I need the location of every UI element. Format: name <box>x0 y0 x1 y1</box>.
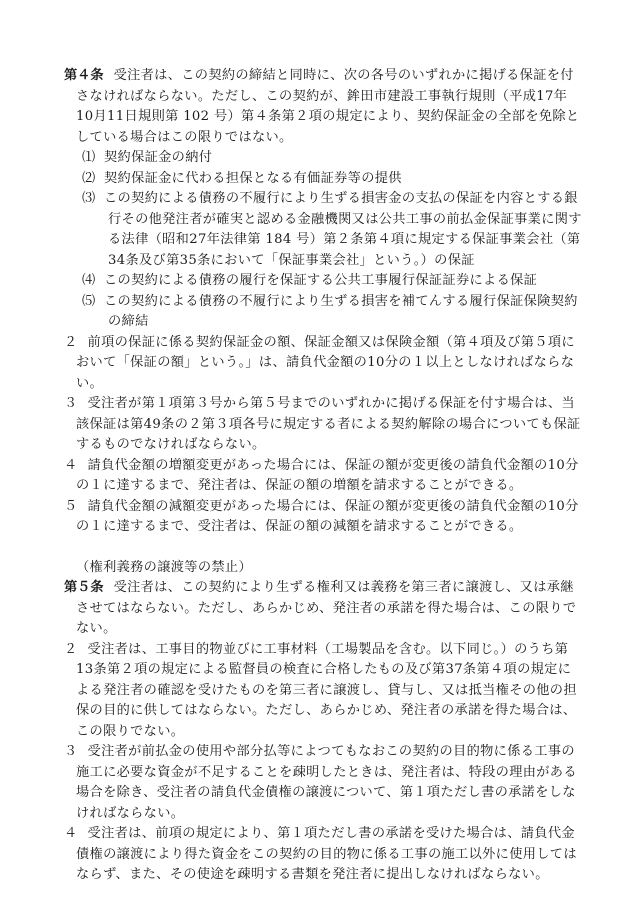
article-4-item-5 <box>64 292 584 333</box>
paragraph-number: ４ <box>64 826 78 841</box>
paragraph-text: 受注者は、前項の規定により、第１項ただし書の承諾を受けた場合は、請負代金債権の譲渡により得た資金をこの契約の目的物に係る工事の施工以外に使用してはならず、また、その使途を疎明する書類を発注者に提出しなければならない。 <box>76 826 577 882</box>
paragraph-text: 受注者が第１項第３号から第５号までのいずれかに掲げる保証を付す場合は、当該保証は第49条の２第３項各号に規定する者による契約解除の場合についても保証するものでなければならない。 <box>76 396 581 452</box>
paragraph-number: ３ <box>64 744 78 759</box>
article-4-item-1 <box>64 148 584 169</box>
article-5-paragraph-3 <box>64 742 584 824</box>
paragraph-text: 前項の保証に係る契約保証金の額、保証金額又は保険金額（第４項及び第５項において「保証の額」という。」は、請負代金額の10分の１以上としなければならない。 <box>76 334 575 391</box>
paragraph-number: ２ <box>64 334 78 350</box>
item-text: この契約による債務の不履行により生ずる損害金の支払の保証を内容とする銀行その他発注者が確実と認める金融機関又は公共工事の前払金保証事業に関する法律（昭和27年法律第 184 号）第２条第４項に規定する保証事業会社（第34条及び第35条において「保証事業会社」という。）の保証 <box>104 191 582 268</box>
article-4 <box>64 66 584 538</box>
article-4-paragraph-3 <box>64 394 584 456</box>
article-5-paragraph-4 <box>64 824 584 886</box>
paragraph-text: 受注者は、工事目的物並びに工事材料（工場製品を含む。以下同じ。）のうち第13条第２項の規定による監督員の検査に合格したもの及び第37条第４項の規定による発注者の確認を受けたものを第三者に譲渡し、貸与し、又は抵当権その他の担保の目的に供してはならない。ただし、あらかじめ、発注者の承諾を得た場合は、この限りでない。 <box>76 641 577 739</box>
item-text: 契約保証金に代わる担保となる有価証券等の提供 <box>104 170 402 186</box>
article-4-main <box>64 66 584 148</box>
paragraph-number: ２ <box>64 641 78 657</box>
article-5-caption: （権利義務の譲渡等の禁止） <box>76 559 252 575</box>
article-5-main <box>64 578 584 640</box>
article-4-item-3 <box>64 189 584 271</box>
item-text: この契約による債務の履行を保証する公共工事履行保証証券による保証 <box>104 273 538 288</box>
item-number: ⑵ <box>82 170 96 186</box>
article-4-number: 第４条 <box>64 68 104 83</box>
item-number: ⑸ <box>82 293 96 309</box>
section-gap <box>64 538 584 558</box>
item-number: ⑷ <box>82 273 96 288</box>
paragraph-number: ３ <box>64 396 78 411</box>
item-number: ⑴ <box>82 150 96 165</box>
paragraph-text: 請負代金額の増額変更があった場合には、保証の額が変更後の請負代金額の10分の１に達するまで、発注者は、保証の額の増額を請求することができる。 <box>76 457 579 493</box>
document-page <box>64 66 584 886</box>
paragraph-number: ５ <box>64 498 78 514</box>
article-5-paragraph-2 <box>64 640 584 743</box>
article-4-item-4 <box>64 271 584 292</box>
article-5-body: 受注者は、この契約により生ずる権利又は義務を第三者に譲渡し、又は承継させてはならない。ただし、あらかじめ、発注者の承諾を得た場合は、この限りでない。 <box>76 580 577 636</box>
article-4-paragraph-4 <box>64 456 584 497</box>
paragraph-number: ４ <box>64 457 78 473</box>
item-text: 契約保証金の納付 <box>104 150 213 165</box>
item-text: この契約による債務の不履行により生ずる損害を補てんする履行保証保険契約の締結 <box>104 293 578 329</box>
article-4-paragraph-2 <box>64 333 584 395</box>
article-5 <box>64 558 584 886</box>
article-4-paragraph-5 <box>64 497 584 538</box>
article-4-item-2 <box>64 169 584 190</box>
article-5-number: 第５条 <box>64 580 104 595</box>
item-number: ⑶ <box>82 191 96 206</box>
article-4-body: 受注者は、この契約の締結と同時に、次の各号のいずれかに掲げる保証を付さなければならない。ただし、この契約が、鉾田市建設工事執行規則（平成17年10月11日規則第 102 号）第４条第２項の規定により、契約保証金の全部を免除としている場合はこの限りではない。 <box>76 68 580 145</box>
paragraph-text: 受注者が前払金の使用や部分払等によつてもなおこの契約の目的物に係る工事の施工に必要な資金が不足することを疎明したときは、発注者は、特段の理由がある場合を除き、受注者の請負代金債権の譲渡について、第１項ただし書の承諾をしなければならない。 <box>76 744 577 821</box>
paragraph-text: 請負代金額の減額変更があった場合には、保証の額が変更後の請負代金額の10分の１に達するまで、受注者は、保証の額の減額を請求することができる。 <box>76 498 579 534</box>
